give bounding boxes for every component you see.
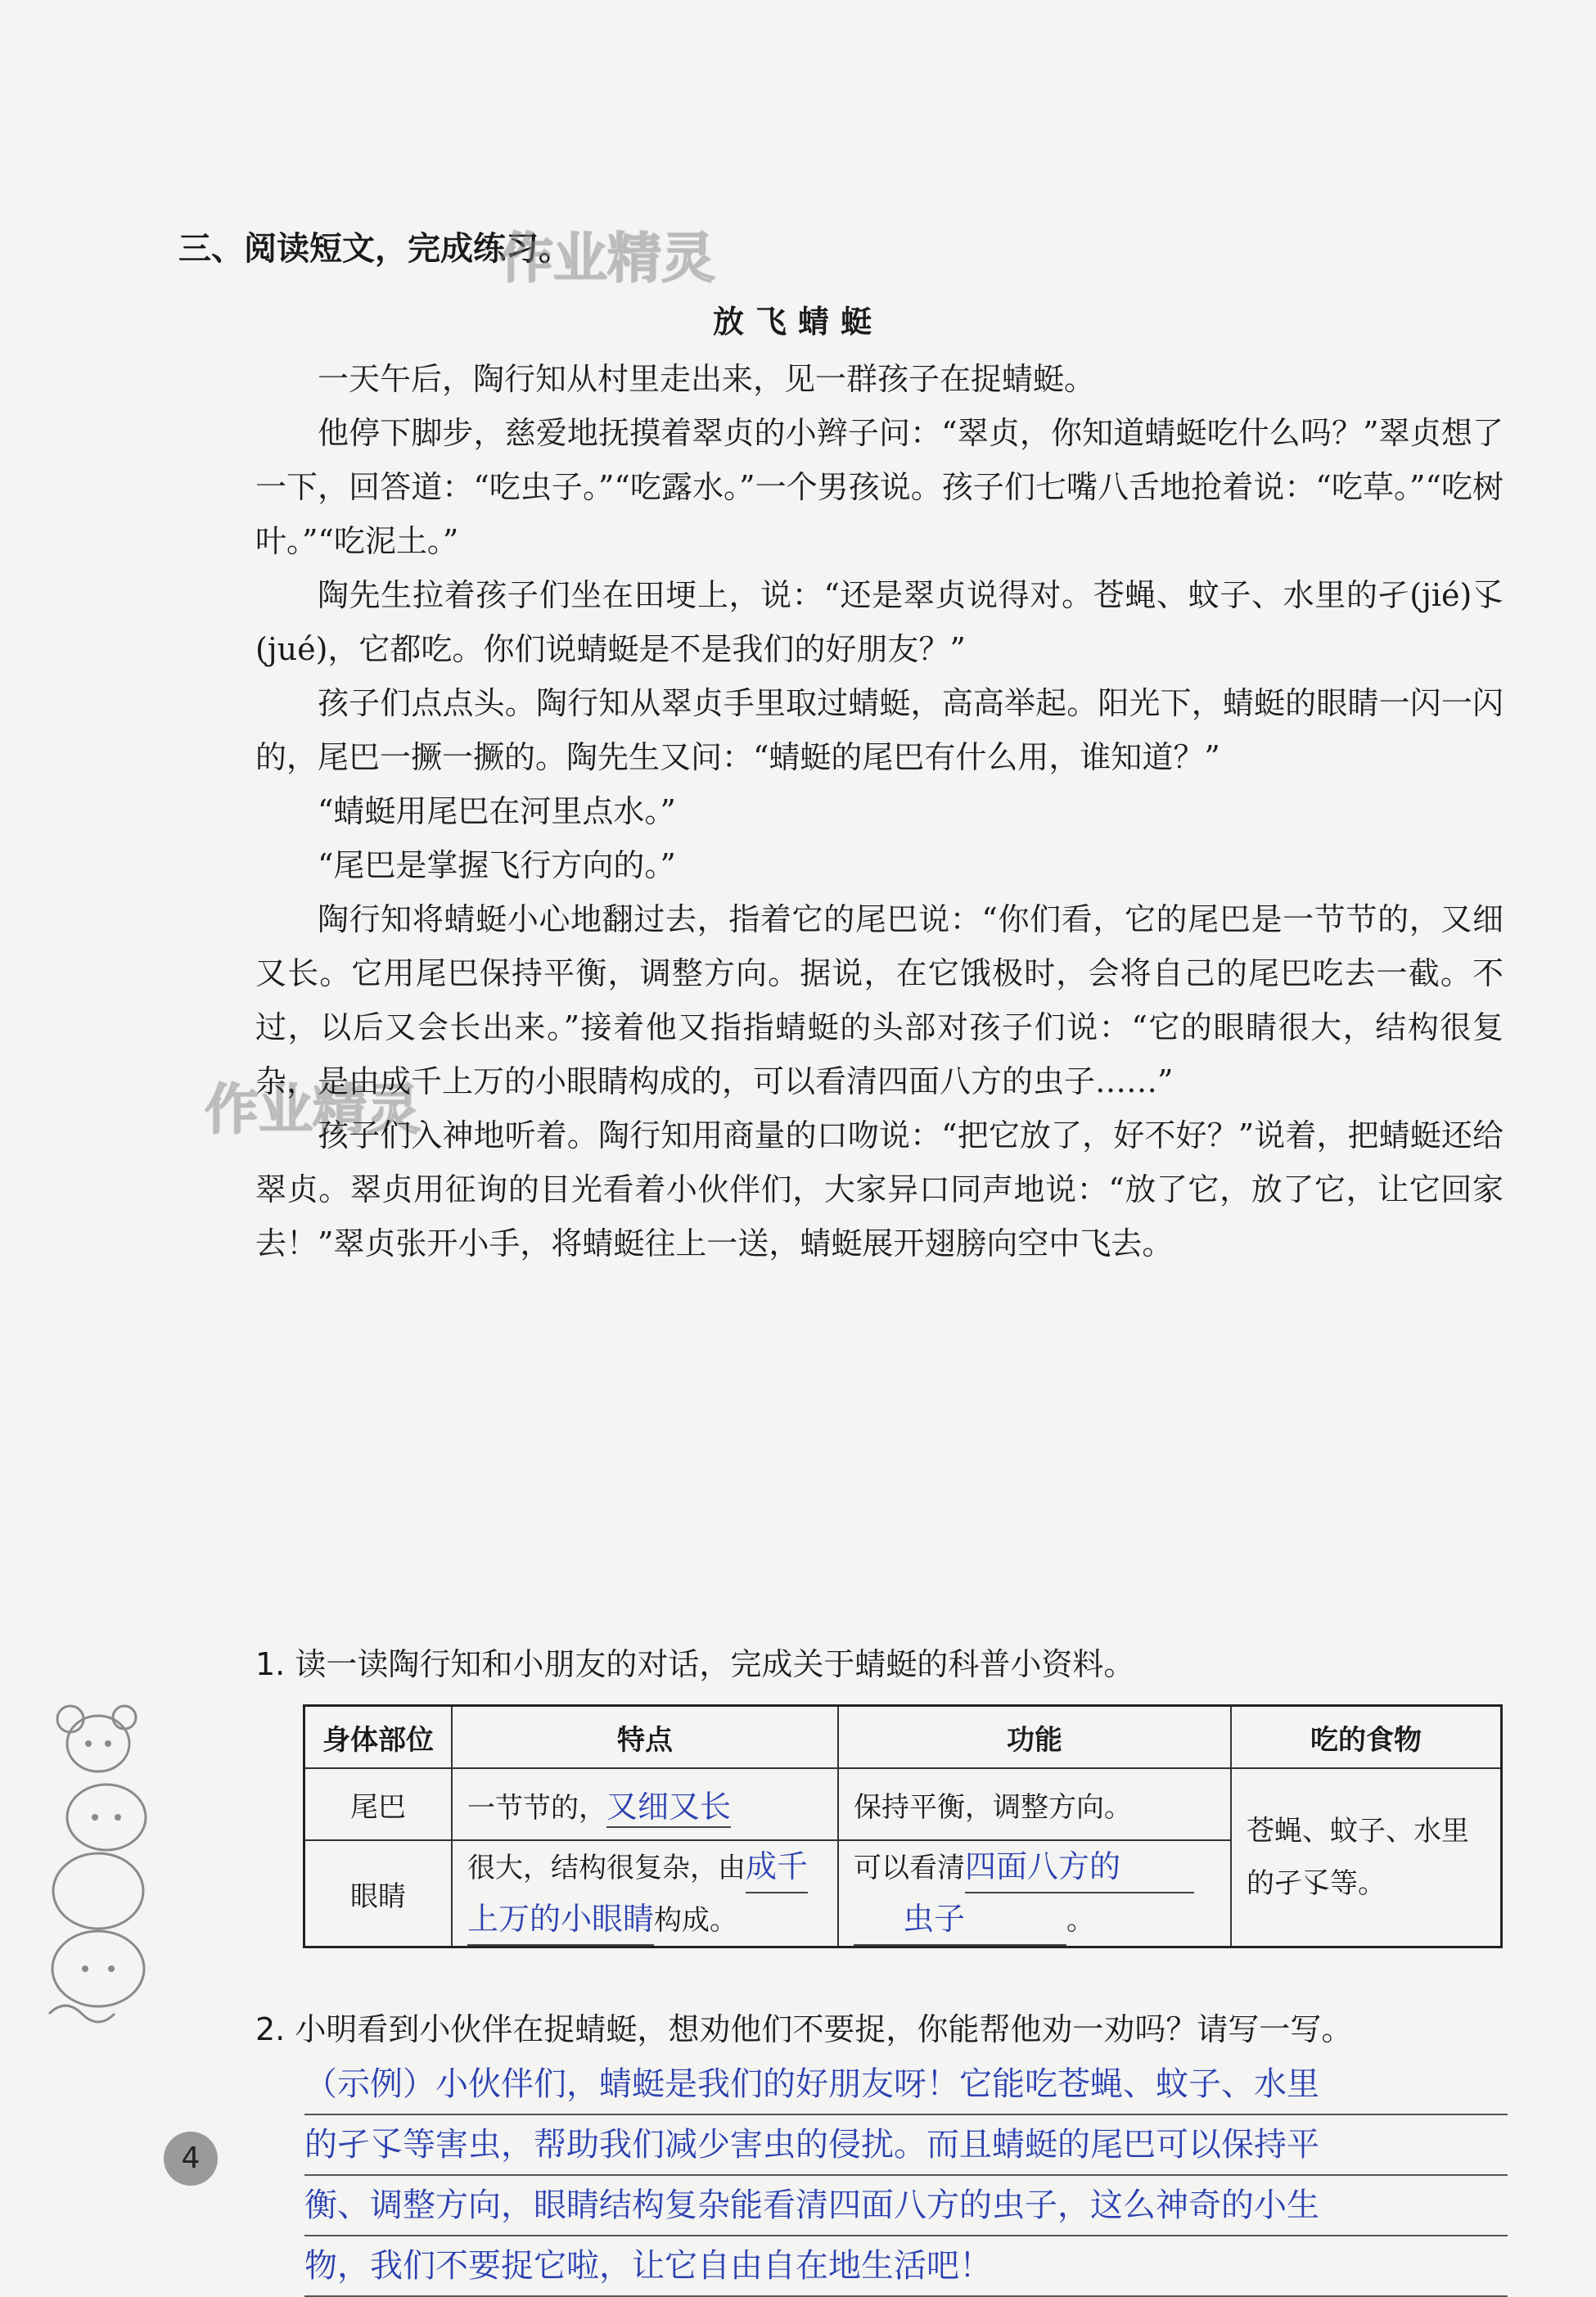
cat-head-icon [67,1785,146,1850]
answer-line: 物，我们不要捉它啦，让它自由自在地生活吧！ [304,2236,1508,2297]
part-eye: 眼睛 [304,1840,453,1947]
answer-blank[interactable]: 成千 [746,1841,808,1893]
story-body [255,352,1504,1270]
feature-tail [452,1768,838,1840]
story-title: 放飞蜻蜓 [712,304,883,340]
animal-stack-illustration-icon [33,1686,180,2030]
question-2: 2. 小明看到小伙伴在捉蜻蜓，想劝他们不要捉，你能帮他劝一劝吗？请写一写。 [255,2011,1353,2047]
answer-blank[interactable]: 又细又长 [606,1781,731,1828]
feature-suffix: 构成。 [654,1904,738,1937]
function-tail: 保持平衡，调整方向。 [838,1768,1231,1840]
food-cell: 苍蝇、蚊子、水里的孑孓等。 [1231,1768,1502,1947]
header-food: 吃的食物 [1231,1706,1502,1769]
header-function: 功能 [838,1706,1231,1769]
part-tail: 尾巴 [304,1768,453,1840]
header-feature: 特点 [452,1706,838,1769]
answer-line: 衡、调整方向，眼睛结构复杂能看清四面八方的虫子，这么神奇的小生 [304,2176,1508,2236]
story-paragraph: 孩子们入神地听着。陶行知用商量的口吻说：“把它放了，好不好？”说着，把蜻蜓还给翠贞。翠贞用征询的目光看着小伙伴们，大家异口同声地说：“放了它，放了它，让它回家去！”翠贞张开小手，将蜻蜓往上一送，蜻蜓展开翅膀向空中飞去。 [255,1117,1504,1261]
function-eye [838,1840,1231,1947]
function-suffix: 。 [1066,1904,1094,1937]
story-paragraph: “尾巴是掌握飞行方向的。” [318,847,676,883]
pet-face-icon [52,1931,144,2006]
dragonfly-info-table [303,1704,1503,1948]
answer-area[interactable] [304,2055,1508,2297]
story-paragraph: 孩子们点点头。陶行知从翠贞手里取过蜻蜓，高高举起。阳光下，蜻蜓的眼睛一闪一闪的，尾巴一撅一撅的。陶先生又问：“蜻蜓的尾巴有什么用，谁知道？” [255,685,1504,775]
answer-blank[interactable]: 上万的小眼睛 [467,1893,654,1946]
cat-body-icon [53,1853,143,1929]
story-paragraph: 一天午后，陶行知从村里走出来，见一群孩子在捉蜻蜓。 [318,361,1096,397]
question-1: 1. 读一读陶行知和小朋友的对话，完成关于蜻蜓的科普小资料。 [255,1646,1135,1682]
story-paragraph: 他停下脚步，慈爱地抚摸着翠贞的小辫子问：“翠贞，你知道蜻蜓吃什么吗？”翠贞想了一下，回答道：“吃虫子。”“吃露水。”一个男孩说。孩子们七嘴八舌地抢着说：“吃草。”“吃树叶。”“吃泥土。” [255,415,1504,559]
feature-prefix: 一节节的， [467,1791,606,1825]
story-paragraph: 陶行知将蜻蜓小心地翻过去，指着它的尾巴说：“你们看，它的尾巴是一节节的，又细又长。它用尾巴保持平衡，调整方向。据说，在它饿极时，会将自己的尾巴吃去一截。不过，以后又会长出来。”接着他又指指蜻蜓的头部对孩子们说：“它的眼睛很大，结构很复杂，是由成千上万的小眼睛构成的，可以看清四面八方的虫子……” [255,901,1504,1099]
feature-prefix: 很大，结构很复杂，由 [467,1852,746,1884]
function-prefix: 可以看清 [854,1852,965,1884]
page-number: 4 [164,2132,218,2186]
story-paragraph: 陶先生拉着孩子们坐在田埂上，说：“还是翠贞说得对。苍蝇、蚊子、水里的孑(jié)孓(jué)，它都吃。你们说蜻蜓是不是我们的好朋友？” [255,577,1504,667]
header-part: 身体部位 [304,1706,453,1769]
answer-blank[interactable]: 四面八方的 [965,1841,1194,1893]
answer-line: （示例）小伙伴们，蜻蜓是我们的好朋友呀！它能吃苍蝇、蚊子、水里 [304,2055,1508,2115]
answer-line: 的孑孓等害虫，帮助我们减少害虫的侵扰。而且蜻蜓的尾巴可以保持平 [304,2115,1508,2176]
mouse-head-icon [67,1716,129,1771]
answer-blank[interactable]: 虫子 [854,1893,1066,1946]
watermark: 作业精灵 [205,1078,421,1141]
table-header-row [304,1706,1502,1769]
table-row [304,1768,1502,1840]
story-paragraph: “蜻蜓用尾巴在河里点水。” [318,793,676,829]
feature-eye [452,1840,838,1947]
watermark: 作业精灵 [499,227,715,290]
section-title: 三、阅读短文，完成练习。 [178,230,571,268]
